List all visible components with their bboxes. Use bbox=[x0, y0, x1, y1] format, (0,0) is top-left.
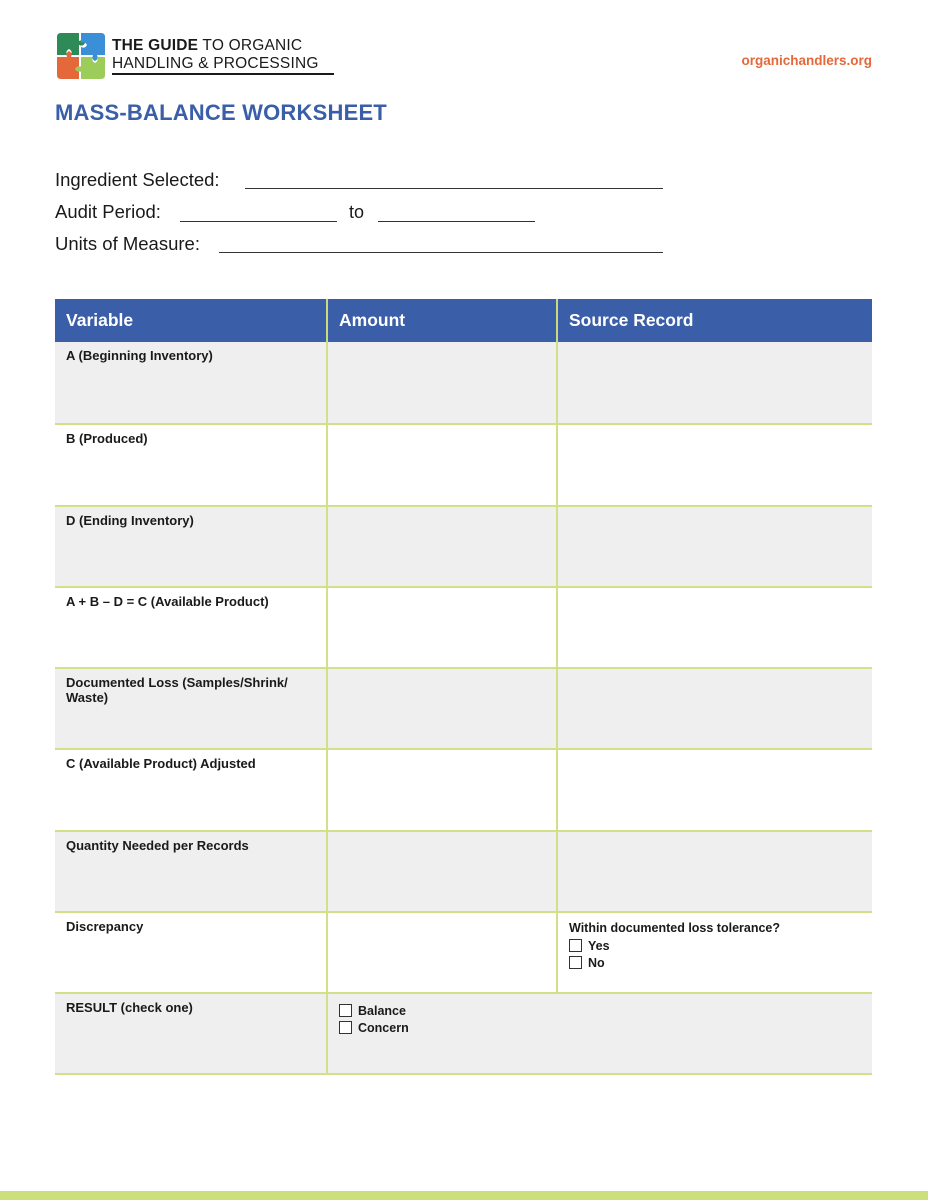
table-row bbox=[55, 424, 872, 506]
variable-cell: RESULT (check one) bbox=[55, 993, 327, 1074]
yes-label: Yes bbox=[588, 938, 610, 953]
table-row bbox=[55, 912, 872, 993]
variable-cell: Discrepancy bbox=[55, 912, 327, 993]
logo-text-bold: THE GUIDE bbox=[112, 37, 199, 54]
variable-cell: C (Available Product) Adjusted bbox=[55, 749, 327, 831]
tolerance-no-option[interactable] bbox=[569, 954, 861, 971]
no-label: No bbox=[588, 955, 605, 970]
variable-cell: Documented Loss (Samples/Shrink/ Waste) bbox=[55, 668, 327, 749]
source-record-cell[interactable] bbox=[557, 831, 872, 912]
concern-label: Concern bbox=[358, 1020, 409, 1035]
source-record-cell[interactable] bbox=[557, 668, 872, 749]
balance-label: Balance bbox=[358, 1003, 406, 1018]
tolerance-yes-option[interactable] bbox=[569, 937, 861, 954]
table-row bbox=[55, 342, 872, 424]
concern-checkbox[interactable] bbox=[339, 1021, 352, 1034]
source-record-cell[interactable] bbox=[557, 749, 872, 831]
amount-cell[interactable] bbox=[327, 424, 557, 506]
site-url-link[interactable]: organichandlers.org bbox=[741, 53, 872, 68]
page-title: MASS-BALANCE WORKSHEET bbox=[55, 100, 387, 125]
source-record-cell[interactable] bbox=[557, 506, 872, 587]
table-row bbox=[55, 506, 872, 587]
source-record-cell[interactable] bbox=[557, 424, 872, 506]
audit-to-label: to bbox=[349, 202, 365, 222]
amount-cell[interactable] bbox=[327, 912, 557, 993]
result-options-cell bbox=[327, 993, 872, 1074]
amount-cell[interactable] bbox=[327, 342, 557, 424]
no-checkbox[interactable] bbox=[569, 956, 582, 969]
page-header bbox=[55, 31, 872, 81]
audit-end-input-line[interactable] bbox=[378, 221, 535, 222]
variable-cell: D (Ending Inventory) bbox=[55, 506, 327, 587]
source-record-cell[interactable] bbox=[557, 342, 872, 424]
audit-period-field bbox=[55, 201, 161, 223]
ingredient-input-line[interactable] bbox=[245, 188, 663, 189]
header-source-record: Source Record bbox=[557, 299, 872, 342]
table-row bbox=[55, 831, 872, 912]
result-concern-option[interactable] bbox=[339, 1019, 861, 1036]
ingredient-label: Ingredient Selected: bbox=[55, 169, 220, 190]
variable-cell: Quantity Needed per Records bbox=[55, 831, 327, 912]
logo-text-rest: TO ORGANIC bbox=[198, 37, 303, 54]
ingredient-field bbox=[55, 169, 220, 191]
audit-start-input-line[interactable] bbox=[180, 221, 337, 222]
mass-balance-table bbox=[55, 299, 872, 1075]
units-label: Units of Measure: bbox=[55, 233, 200, 254]
table-row bbox=[55, 993, 872, 1074]
header-amount: Amount bbox=[327, 299, 557, 342]
amount-cell[interactable] bbox=[327, 587, 557, 668]
yes-checkbox[interactable] bbox=[569, 939, 582, 952]
units-field bbox=[55, 233, 200, 255]
audit-period-label: Audit Period: bbox=[55, 201, 161, 222]
amount-cell[interactable] bbox=[327, 668, 557, 749]
tolerance-question: Within documented loss tolerance? bbox=[569, 921, 781, 935]
table-row bbox=[55, 587, 872, 668]
table-row bbox=[55, 668, 872, 749]
units-input-line[interactable] bbox=[219, 252, 663, 253]
logo-wordmark bbox=[112, 37, 319, 73]
logo-text-line2: HANDLING & PROCESSING bbox=[112, 55, 319, 72]
variable-cell: A + B – D = C (Available Product) bbox=[55, 587, 327, 668]
amount-cell[interactable] bbox=[327, 831, 557, 912]
table-header-row bbox=[55, 299, 872, 342]
footer-accent-bar bbox=[0, 1191, 928, 1200]
puzzle-logo-icon bbox=[55, 31, 107, 81]
amount-cell[interactable] bbox=[327, 749, 557, 831]
table-row bbox=[55, 749, 872, 831]
variable-cell: B (Produced) bbox=[55, 424, 327, 506]
balance-checkbox[interactable] bbox=[339, 1004, 352, 1017]
logo-underline bbox=[112, 73, 334, 75]
tolerance-cell bbox=[557, 912, 872, 993]
header-variable: Variable bbox=[55, 299, 327, 342]
source-record-cell[interactable] bbox=[557, 587, 872, 668]
variable-cell: A (Beginning Inventory) bbox=[55, 342, 327, 424]
result-balance-option[interactable] bbox=[339, 1002, 861, 1019]
amount-cell[interactable] bbox=[327, 506, 557, 587]
